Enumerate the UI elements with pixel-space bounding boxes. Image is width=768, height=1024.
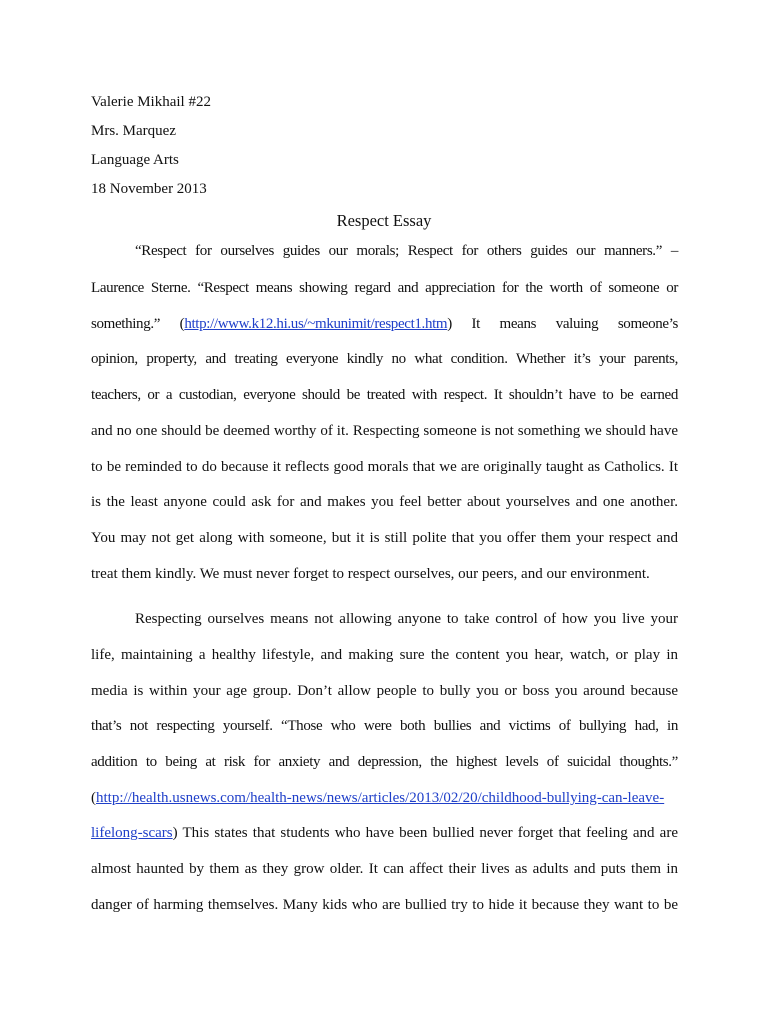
teacher-name: Mrs. Marquez [91,123,176,139]
paragraph-2-line-3: media is within your age group. Don’t allow people to bully you or boss you around because [91,683,678,699]
paragraph-1-line-2: Laurence Sterne. “Respect means showing regard and appreciation for the worth of someone or [91,280,678,296]
paragraph-2-line-2: life, maintaining a healthy lifestyle, and making sure the content you hear, watch, or play in [91,647,678,663]
paragraph-1-line-4: opinion, property, and treating everyone kindly no what condition. Whether it’s your parents, [91,351,678,367]
essay-date: 18 November 2013 [91,181,207,197]
student-name: Valerie Mikhail #22 [91,94,211,110]
paragraph-2-line-4: that’s not respecting yourself. “Those who were both bullies and victims of bullying had, in [91,718,678,734]
essay-title: Respect Essay [336,211,432,230]
paragraph-1-line-3 [91,315,678,333]
paragraph-1-line-3-post: It means valuing someone’s [471,316,678,332]
paragraph-1-line-7: to be reminded to do because it reflects good morals that we are originally taught as Catholics. It [91,459,678,475]
course-name: Language Arts [91,152,179,168]
paragraph-2-line-6 [91,789,678,807]
paragraph-1-line-9: You may not get along with someone, but it is still polite that you offer them your respect and [91,530,678,546]
link-close-paren: ) [447,316,452,332]
bullying-article-link-continued[interactable]: lifelong-scars [91,825,173,841]
paragraph-1-line-5: teachers, or a custodian, everyone should be treated with respect. It shouldn’t have to be earned [91,387,678,403]
paragraph-2-line-5: addition to being at risk for anxiety and depression, the highest levels of suicidal thoughts.” [91,754,678,770]
paragraph-2-line-8: almost haunted by them as they grow older. It can affect their lives as adults and puts them in [91,861,678,877]
paragraph-1-line-6: and no one should be deemed worthy of it. Respecting someone is not something we should have [91,423,678,439]
link-open-paren: ( [179,316,185,332]
link-open-paren: ( [91,790,96,806]
paragraph-2-line-7-post: This states that students who have been bullied never forget that feeling and are [182,825,678,841]
link-close-paren: ) [172,825,178,841]
paragraph-2-line-1: Respecting ourselves means not allowing anyone to take control of how you live your [135,611,678,627]
paragraph-1-line-10: treat them kindly. We must never forget to respect ourselves, our peers, and our environment. [91,566,650,582]
paragraph-1-line-3-pre: something.” [91,316,161,332]
paragraph-1-line-1: “Respect for ourselves guides our morals; Respect for others guides our manners.” – [135,243,678,259]
paragraph-2-line-9: danger of harming themselves. Many kids who are bullied try to hide it because they want to be [91,897,678,913]
bullying-article-link[interactable]: http://health.usnews.com/health-news/news/articles/2013/02/20/childhood-bullying-can-leave- [96,790,665,806]
respect-source-link[interactable]: http://www.k12.hi.us/~mkunimit/respect1.htm [184,316,448,332]
paragraph-1-line-8: is the least anyone could ask for and makes you feel better about yourselves and one another. [91,494,678,510]
paragraph-2-line-7 [91,824,678,842]
